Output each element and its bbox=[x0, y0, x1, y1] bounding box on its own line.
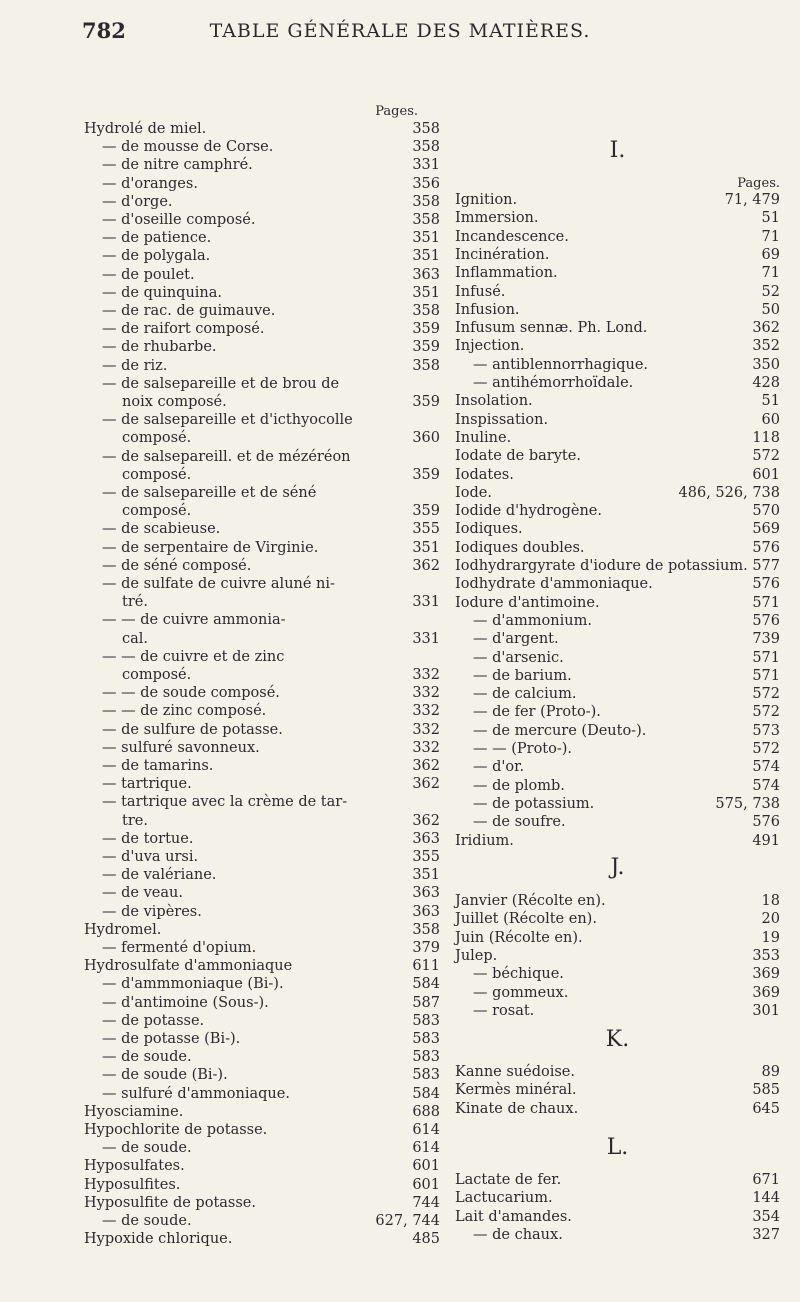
entry-page: 360 bbox=[412, 430, 440, 447]
entry-text: — de nitre camphré. bbox=[102, 157, 253, 174]
entry-text: Hydrolé de miel. bbox=[84, 121, 207, 137]
entry-page: 71 bbox=[761, 265, 780, 282]
entry-text: — d'orge. bbox=[102, 193, 173, 210]
entry-text: — de barium. bbox=[473, 667, 572, 684]
entry-text: — de veau. bbox=[102, 885, 183, 902]
entry-page: 332 bbox=[412, 703, 440, 720]
entry-page: 584 bbox=[412, 1085, 440, 1102]
pages-label: Pages. bbox=[737, 176, 780, 191]
entry-text: — d'oranges. bbox=[102, 175, 198, 192]
entry-text: — d'arsenic. bbox=[473, 649, 564, 666]
entry-text: Infusé. bbox=[455, 283, 506, 300]
entry-page: 352 bbox=[752, 338, 780, 355]
entry-text: Infusion. bbox=[455, 301, 520, 318]
entry-text: — de salsepareille et de brou de bbox=[102, 375, 340, 392]
entry-text: Iridium. bbox=[455, 832, 514, 849]
entry-text: — de scabieuse. bbox=[102, 521, 221, 538]
entry-page: 688 bbox=[412, 1103, 440, 1120]
entry-page: 69 bbox=[761, 246, 780, 263]
entry-page: 362 bbox=[412, 812, 440, 829]
entry-text: Lait d'amandes. bbox=[455, 1208, 572, 1225]
entry-page: 573 bbox=[752, 722, 780, 739]
entry-text: — béchique. bbox=[473, 966, 564, 983]
entry-text: composé. bbox=[122, 430, 192, 447]
entry-page: 351 bbox=[412, 284, 440, 301]
entry-page: 363 bbox=[412, 885, 440, 902]
entry-page: 118 bbox=[752, 429, 780, 446]
entry-page: 356 bbox=[412, 175, 440, 192]
entry-text: — de potasse. bbox=[102, 1012, 205, 1029]
entry-page: 351 bbox=[412, 248, 440, 265]
pages-label: Pages. bbox=[375, 104, 418, 119]
entry-page: 358 bbox=[412, 139, 440, 156]
entry-text: Iodiques. bbox=[455, 521, 523, 538]
entry-text: Hyposulfates. bbox=[84, 1158, 185, 1175]
entry-text: Iodhydrate d'ammoniaque. bbox=[455, 576, 653, 593]
entry-text: Julep. bbox=[455, 947, 498, 964]
entry-text: Juillet (Récolte en). bbox=[455, 911, 597, 928]
entry-text: — de soufre. bbox=[473, 814, 566, 831]
entry-text: — de sulfate de cuivre aluné ni- bbox=[102, 576, 335, 592]
entry-text: — de patience. bbox=[102, 230, 212, 247]
entry-text: Hypoxide chlorique. bbox=[84, 1231, 233, 1248]
entry-text: — de chaux. bbox=[473, 1226, 563, 1243]
entry-text: — de plomb. bbox=[473, 777, 565, 794]
entry-text: — sulfuré savonneux. bbox=[102, 739, 260, 756]
entry-page: 358 bbox=[412, 357, 440, 374]
entry-text: noix composé. bbox=[122, 394, 227, 410]
entry-text: — de quinquina. bbox=[102, 284, 223, 301]
entry-page: 51 bbox=[761, 393, 780, 410]
entry-text: Kinate de chaux. bbox=[455, 1100, 579, 1117]
entry-page: 601 bbox=[412, 1176, 440, 1193]
entry-text: — d'ammmoniaque (Bi-). bbox=[102, 976, 284, 993]
entry-page: 89 bbox=[761, 1064, 780, 1080]
entry-page: 576 bbox=[752, 612, 780, 629]
entry-page: 359 bbox=[412, 466, 440, 483]
entry-page: 358 bbox=[412, 193, 440, 210]
entry-page: 611 bbox=[412, 958, 440, 975]
entry-page: 331 bbox=[412, 157, 440, 174]
entry-page: 359 bbox=[412, 321, 440, 338]
entry-text: — de salsepareille et d'icthyocolle bbox=[102, 412, 353, 429]
entry-text: — rosat. bbox=[473, 1002, 535, 1019]
entry-text: — d'argent. bbox=[473, 631, 559, 648]
entry-page: 627, 744 bbox=[375, 1213, 440, 1229]
entry-page: 362 bbox=[412, 758, 440, 774]
entry-text: — de fer (Proto-). bbox=[473, 704, 601, 721]
entry-page: 584 bbox=[412, 976, 440, 993]
section-letter: L. bbox=[606, 1135, 629, 1160]
entry-page: 379 bbox=[412, 940, 440, 956]
entry-page: 671 bbox=[752, 1172, 780, 1188]
entry-text: Insolation. bbox=[455, 393, 533, 410]
entry-page: 572 bbox=[752, 686, 780, 703]
entry-page: 572 bbox=[752, 741, 780, 757]
entry-page: 327 bbox=[752, 1226, 780, 1243]
entry-page: 332 bbox=[412, 721, 440, 738]
entry-text: Hydrosulfate d'ammoniaque bbox=[84, 958, 293, 975]
entry-page: 52 bbox=[761, 283, 780, 300]
entry-text: Hydromel. bbox=[84, 921, 162, 938]
entry-text: — fermenté d'opium. bbox=[102, 940, 257, 956]
entry-text: — de calcium. bbox=[473, 686, 577, 703]
entry-page: 301 bbox=[752, 1002, 780, 1019]
entry-text: Ignition. bbox=[455, 192, 518, 208]
entry-page: 491 bbox=[752, 832, 780, 849]
entry-text: Immersion. bbox=[455, 210, 539, 227]
entry-text: — tartrique. bbox=[102, 776, 192, 793]
entry-text: — — de cuivre ammonia- bbox=[102, 612, 286, 629]
entry-text: Iodiques doubles. bbox=[455, 539, 585, 556]
entry-page: 351 bbox=[412, 230, 440, 247]
entry-page: 601 bbox=[412, 1158, 440, 1175]
entry-text: Hyposulfite de potasse. bbox=[84, 1194, 256, 1211]
entry-text: cal. bbox=[122, 630, 149, 647]
entry-text: — de mercure (Deuto-). bbox=[473, 722, 647, 739]
entry-page: 583 bbox=[412, 1012, 440, 1029]
entry-text: — — (Proto-). bbox=[473, 741, 573, 757]
entry-text: — de soude. bbox=[102, 1049, 192, 1066]
entry-text: Incandescence. bbox=[455, 228, 569, 245]
entry-text: tre. bbox=[122, 812, 148, 829]
entry-text: — — de cuivre et de zinc bbox=[102, 648, 285, 665]
page-number: 782 bbox=[82, 18, 126, 43]
entry-text: — de rac. de guimauve. bbox=[102, 303, 276, 319]
section-letter: J. bbox=[610, 855, 625, 880]
entry-text: — de salsepareille et de séné bbox=[102, 485, 317, 501]
entry-page: 583 bbox=[412, 1031, 440, 1047]
entry-page: 428 bbox=[752, 375, 780, 391]
entry-page: 583 bbox=[412, 1067, 440, 1084]
entry-text: — gommeux. bbox=[473, 984, 569, 1001]
entry-page: 19 bbox=[761, 929, 780, 946]
entry-text: Lactucarium. bbox=[455, 1190, 553, 1207]
entry-text: Incinération. bbox=[455, 246, 550, 263]
entry-text: Iodhydrargyrate d'iodure de potassium. bbox=[455, 558, 748, 574]
entry-text: — de potassium. bbox=[473, 795, 595, 812]
entry-page: 51 bbox=[761, 210, 780, 227]
entry-page: 332 bbox=[412, 739, 440, 756]
entry-text: composé. bbox=[122, 503, 192, 520]
entry-page: 571 bbox=[752, 594, 780, 611]
entry-page: 354 bbox=[752, 1208, 780, 1225]
entry-page: 601 bbox=[752, 466, 780, 483]
page-header bbox=[0, 0, 800, 60]
entry-page: 614 bbox=[412, 1122, 440, 1138]
entry-text: Hyosciamine. bbox=[84, 1103, 184, 1120]
entry-page: 355 bbox=[412, 849, 440, 865]
section-letter: K. bbox=[605, 1027, 630, 1052]
entry-page: 358 bbox=[412, 303, 440, 319]
entry-page: 18 bbox=[761, 893, 780, 909]
entry-text: Infusum sennæ. Ph. Lond. bbox=[455, 320, 648, 337]
entry-text: Iodates. bbox=[455, 466, 514, 483]
entry-text: Inuline. bbox=[455, 429, 512, 446]
entry-page: 363 bbox=[412, 266, 440, 283]
entry-page: 739 bbox=[752, 631, 780, 648]
entry-page: 575, 738 bbox=[715, 795, 780, 812]
entry-text: Lactate de fer. bbox=[455, 1172, 562, 1188]
entry-page: 351 bbox=[412, 867, 440, 884]
entry-text: — de potasse (Bi-). bbox=[102, 1031, 241, 1047]
entry-page: 331 bbox=[412, 630, 440, 647]
entry-page: 576 bbox=[752, 576, 780, 593]
entry-text: composé. bbox=[122, 466, 192, 483]
entry-text: — de polygala. bbox=[102, 248, 211, 265]
entry-text: Kanne suédoise. bbox=[455, 1064, 575, 1080]
entry-page: 572 bbox=[752, 704, 780, 721]
entry-page: 583 bbox=[412, 1049, 440, 1066]
entry-page: 569 bbox=[752, 521, 780, 538]
entry-page: 614 bbox=[412, 1140, 440, 1157]
entry-text: — de salsepareill. et de mézéréon bbox=[102, 448, 351, 465]
entry-text: — de soude. bbox=[102, 1140, 192, 1157]
entry-page: 574 bbox=[752, 759, 780, 776]
entry-text: — d'antimoine (Sous-). bbox=[102, 994, 269, 1011]
entry-page: 331 bbox=[412, 594, 440, 611]
entry-text: — de vipères. bbox=[102, 903, 202, 920]
entry-text: — tartrique avec la crème de tar- bbox=[102, 794, 348, 811]
entry-text: Iodure d'antimoine. bbox=[455, 594, 600, 611]
running-title: TABLE GÉNÉRALE DES MATIÈRES. bbox=[209, 20, 591, 42]
entry-page: 576 bbox=[752, 814, 780, 831]
entry-page: 332 bbox=[412, 685, 440, 702]
entry-page: 359 bbox=[412, 503, 440, 520]
entry-page: 571 bbox=[752, 667, 780, 684]
entry-text: — de mousse de Corse. bbox=[102, 139, 274, 156]
entry-text: — de poulet. bbox=[102, 266, 195, 283]
entry-text: — antihémorrhoïdale. bbox=[473, 375, 634, 391]
entry-text: — de raifort composé. bbox=[102, 321, 265, 338]
entry-text: Juin (Récolte en). bbox=[455, 929, 583, 946]
entry-page: 362 bbox=[752, 320, 780, 337]
entry-page: 353 bbox=[752, 947, 780, 964]
entry-page: 359 bbox=[412, 339, 440, 356]
entry-page: 577 bbox=[752, 558, 780, 574]
entry-page: 369 bbox=[752, 984, 780, 1001]
entry-page: 359 bbox=[412, 394, 440, 410]
entry-text: Hypochlorite de potasse. bbox=[84, 1122, 268, 1138]
entry-page: 20 bbox=[761, 911, 780, 928]
entry-page: 71 bbox=[761, 228, 780, 245]
entry-page: 351 bbox=[412, 539, 440, 556]
entry-page: 144 bbox=[752, 1190, 780, 1207]
entry-text: Iodate de baryte. bbox=[455, 448, 581, 465]
entry-page: 486, 526, 738 bbox=[678, 484, 780, 501]
entry-text: Inflammation. bbox=[455, 265, 558, 282]
entry-page: 358 bbox=[412, 921, 440, 938]
entry-page: 485 bbox=[412, 1231, 440, 1248]
entry-text: Janvier (Récolte en). bbox=[455, 893, 606, 909]
entry-page: 585 bbox=[752, 1082, 780, 1099]
entry-page: 362 bbox=[412, 557, 440, 574]
entry-page: 362 bbox=[412, 776, 440, 793]
entry-text: Injection. bbox=[455, 338, 525, 355]
entry-page: 363 bbox=[412, 830, 440, 847]
entry-page: 574 bbox=[752, 777, 780, 794]
entry-page: 369 bbox=[752, 966, 780, 983]
entry-text: — de soude. bbox=[102, 1213, 192, 1229]
entry-text: tré. bbox=[122, 594, 148, 611]
entry-page: 71, 479 bbox=[724, 192, 780, 208]
entry-text: Kermès minéral. bbox=[455, 1082, 577, 1099]
entry-text: — antiblennorrhagique. bbox=[473, 356, 649, 373]
entry-page: 363 bbox=[412, 903, 440, 920]
entry-text: Iodide d'hydrogène. bbox=[455, 503, 602, 520]
entry-text: — d'ammonium. bbox=[473, 612, 592, 629]
entry-page: 576 bbox=[752, 539, 780, 556]
entry-text: — d'oseille composé. bbox=[102, 212, 256, 228]
entry-page: 358 bbox=[412, 212, 440, 228]
entry-page: 744 bbox=[412, 1194, 440, 1211]
entry-text: — sulfuré d'ammoniaque. bbox=[102, 1085, 290, 1102]
entry-page: 570 bbox=[752, 503, 780, 520]
entry-text: Inspissation. bbox=[455, 411, 549, 428]
section-letter: I. bbox=[609, 138, 626, 163]
entry-page: 332 bbox=[412, 667, 440, 683]
entry-page: 645 bbox=[752, 1100, 780, 1117]
entry-text: — — de zinc composé. bbox=[102, 703, 267, 720]
entry-text: — de séné composé. bbox=[102, 557, 252, 574]
entry-page: 350 bbox=[752, 356, 780, 373]
entry-page: 571 bbox=[752, 649, 780, 666]
entry-text: Iode. bbox=[455, 484, 492, 501]
entry-text: — d'or. bbox=[473, 759, 525, 776]
entry-text: — de tortue. bbox=[102, 830, 194, 847]
entry-text: Hyposulfites. bbox=[84, 1176, 181, 1193]
entry-text: — de sulfure de potasse. bbox=[102, 721, 283, 738]
entry-text: — — de soude composé. bbox=[102, 685, 280, 702]
entry-page: 50 bbox=[761, 301, 780, 318]
entry-text: — de riz. bbox=[102, 357, 168, 374]
entry-text: — de valériane. bbox=[102, 867, 217, 884]
entry-page: 60 bbox=[761, 411, 780, 428]
entry-text: — d'uva ursi. bbox=[102, 849, 199, 865]
entry-text: — de rhubarbe. bbox=[102, 339, 217, 356]
entry-text: — de serpentaire de Virginie. bbox=[102, 539, 319, 556]
entry-page: 587 bbox=[412, 994, 440, 1011]
entry-text: — de soude (Bi-). bbox=[102, 1067, 228, 1084]
entry-text: — de tamarins. bbox=[102, 758, 214, 774]
entry-page: 572 bbox=[752, 448, 780, 465]
entry-page: 355 bbox=[412, 521, 440, 538]
entry-text: composé. bbox=[122, 667, 192, 683]
entry-page: 358 bbox=[412, 121, 440, 137]
